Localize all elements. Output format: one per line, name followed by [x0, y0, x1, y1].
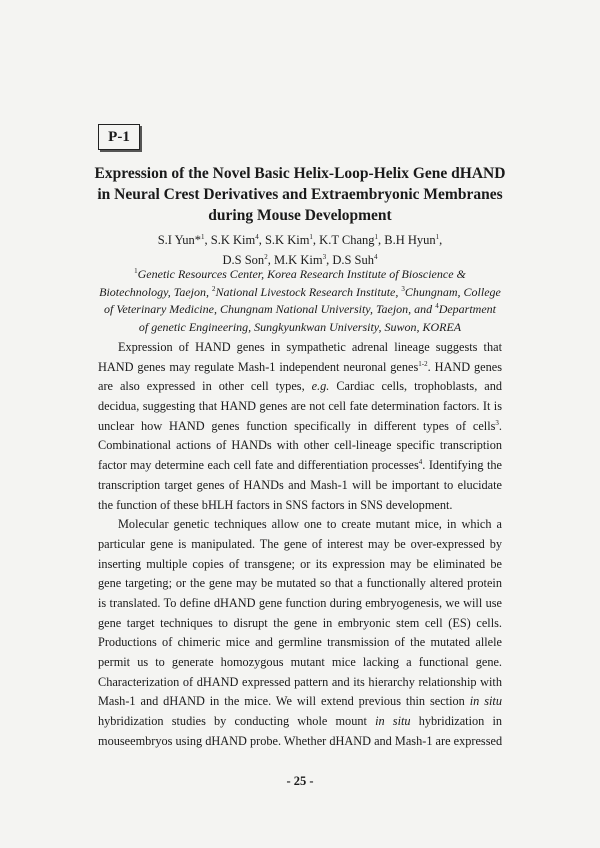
- author-sup: 4: [374, 253, 378, 261]
- affiliation-text: Genetic Resources Center, Korea Research Institute of Bioscience &: [137, 267, 466, 281]
- text-line: mouseembryos using dHAND probe. Whether dHAND and Mash-1 are expressed: [98, 733, 502, 748]
- author-name: S.K Kim: [210, 233, 256, 247]
- author-sup: 4: [255, 233, 259, 241]
- author-name: S.I Yun*: [157, 233, 202, 247]
- text-line: [98, 692, 502, 712]
- italic-span: e.g.: [311, 379, 330, 394]
- text-line: [98, 377, 502, 397]
- text-line: permit us to generate homozygous mutant mice lacking a functional gene.: [98, 655, 502, 669]
- author-sup: 1: [435, 233, 440, 241]
- paragraph-2: [98, 515, 502, 751]
- text-line: Productions of chimeric mice and germline transmission of the mutated allele: [98, 635, 502, 650]
- abstract-body: [98, 338, 502, 751]
- author-line: S.I Yun*$^1$, S.K Kim$^4$, S.K Kim$^1$, K.T Chang$^1$, B.H Hyun$^1$,: [157, 233, 443, 247]
- text-span: .: [498, 418, 502, 433]
- author-name: D.S Suh: [332, 253, 374, 267]
- italic-span: in situ: [469, 694, 502, 709]
- author-name: D.S Son: [222, 253, 265, 267]
- author-name: S.K Kim: [264, 233, 310, 247]
- title-line: Expression of the Novel Basic Helix-Loop-Helix Gene dHAND: [94, 165, 506, 182]
- text-span: HAND genes may regulate Mash-1 independent neuronal genes: [98, 359, 419, 374]
- author-sup: 1: [309, 233, 313, 241]
- text-span: factor may determine each cell fate and differentiation processes: [98, 458, 419, 473]
- text-line: gene targeting; or the gene may be mutated so that a functionally altered protein: [98, 576, 502, 591]
- text-line: [98, 712, 502, 732]
- title-line: during Mouse Development: [208, 207, 392, 224]
- text-line: gene target techniques to disrupt the gene in embryonic stem cell (ES) cells.: [98, 615, 502, 630]
- author-name: B.H Hyun: [384, 233, 436, 247]
- text-line: transcription target genes of HANDs and Mash-1 will be important to elucidate: [98, 477, 502, 492]
- text-line: inserting multiple copies of transgene; or its expression may be eliminated be: [98, 556, 502, 571]
- text-line: Molecular genetic techniques allow one to create mutant mice, in which a: [118, 517, 502, 532]
- author-sup: 1: [201, 233, 205, 241]
- affiliation-text: Department: [438, 302, 497, 316]
- affiliation-text: of genetic Engineering, Sungkyunkwan University, Suwon, KOREA: [138, 319, 462, 334]
- author-sup: 3: [322, 253, 327, 261]
- author-list: [60, 230, 540, 270]
- title-line: in Neural Crest Derivatives and Extraembryonic Membranes: [97, 186, 503, 203]
- paragraph-1: [98, 338, 502, 515]
- affiliation-sup: 2: [212, 284, 216, 293]
- abstract-code-box: P-1: [98, 124, 140, 150]
- text-line: decidua, suggesting that HAND genes are not cell fate determination factors. It is: [98, 399, 502, 414]
- affiliations: [60, 266, 540, 336]
- citation-sup: 4: [418, 458, 423, 467]
- author-sup: 1: [374, 233, 378, 241]
- text-span: . HAND genes: [427, 359, 502, 374]
- text-span: . Identifying the: [422, 458, 502, 473]
- author-name: K.T Chang: [319, 233, 375, 247]
- text-span: Cardiac cells, trophoblasts, and: [329, 379, 502, 394]
- paper-title: [60, 163, 540, 226]
- affiliation-text: Biotechnology, Taejon,: [99, 284, 213, 299]
- italic-span: in situ: [375, 714, 411, 729]
- affiliation-sup: 3: [401, 284, 405, 293]
- text-line: Combinational actions of HANDs with other cell-lineage specific transcription: [98, 438, 502, 453]
- affiliation-sup: 4: [435, 302, 439, 310]
- text-line: [98, 417, 502, 437]
- text-span: hybridization studies by conducting whole mount: [98, 714, 376, 729]
- author-line: D.S Son$^2$, M.K Kim$^3$, D.S Suh$^4$: [222, 253, 378, 267]
- affiliation-line: [60, 266, 540, 284]
- text-line: Characterization of dHAND expressed pattern and its hierarchy relationship with: [98, 674, 502, 689]
- author-name: M.K Kim: [273, 253, 323, 267]
- text-line: particular gene is manipulated. The gene of interest may be over-expressed by: [98, 536, 502, 551]
- affiliation-text: of Veterinary Medicine, Chungnam National University, Taejon, and: [103, 302, 436, 316]
- text-span: are also expressed in other cell types,: [98, 379, 312, 394]
- text-line: [98, 358, 502, 378]
- affiliation-line: [60, 284, 540, 302]
- affiliation-text: National Livestock Research Institute,: [215, 284, 402, 299]
- text-line: is translated. To define dHAND gene function during embryogenesis, we will use: [98, 595, 502, 610]
- citation-sup: 3: [495, 418, 499, 427]
- text-line: [98, 456, 502, 476]
- affiliation-line: [60, 319, 540, 337]
- text-span: Mash-1 and dHAND in the mice. We will extend previous thin section: [98, 694, 470, 709]
- citation-sup: 1-2: [418, 359, 428, 368]
- text-span: hybridization in: [410, 714, 502, 729]
- page-number: - 25 -: [286, 774, 314, 788]
- text-line: Expression of HAND genes in sympathetic adrenal lineage suggests that: [118, 340, 502, 354]
- affiliation-text: Chungnam, College: [404, 284, 501, 299]
- affiliation-sup: 1: [134, 267, 138, 275]
- author-sup: 2: [264, 253, 268, 261]
- text-span: unclear how HAND genes function specifically in different types of cells: [98, 418, 496, 433]
- affiliation-line: [60, 301, 540, 319]
- text-line: the function of these bHLH factors in SNS factors in SNS development.: [98, 497, 453, 512]
